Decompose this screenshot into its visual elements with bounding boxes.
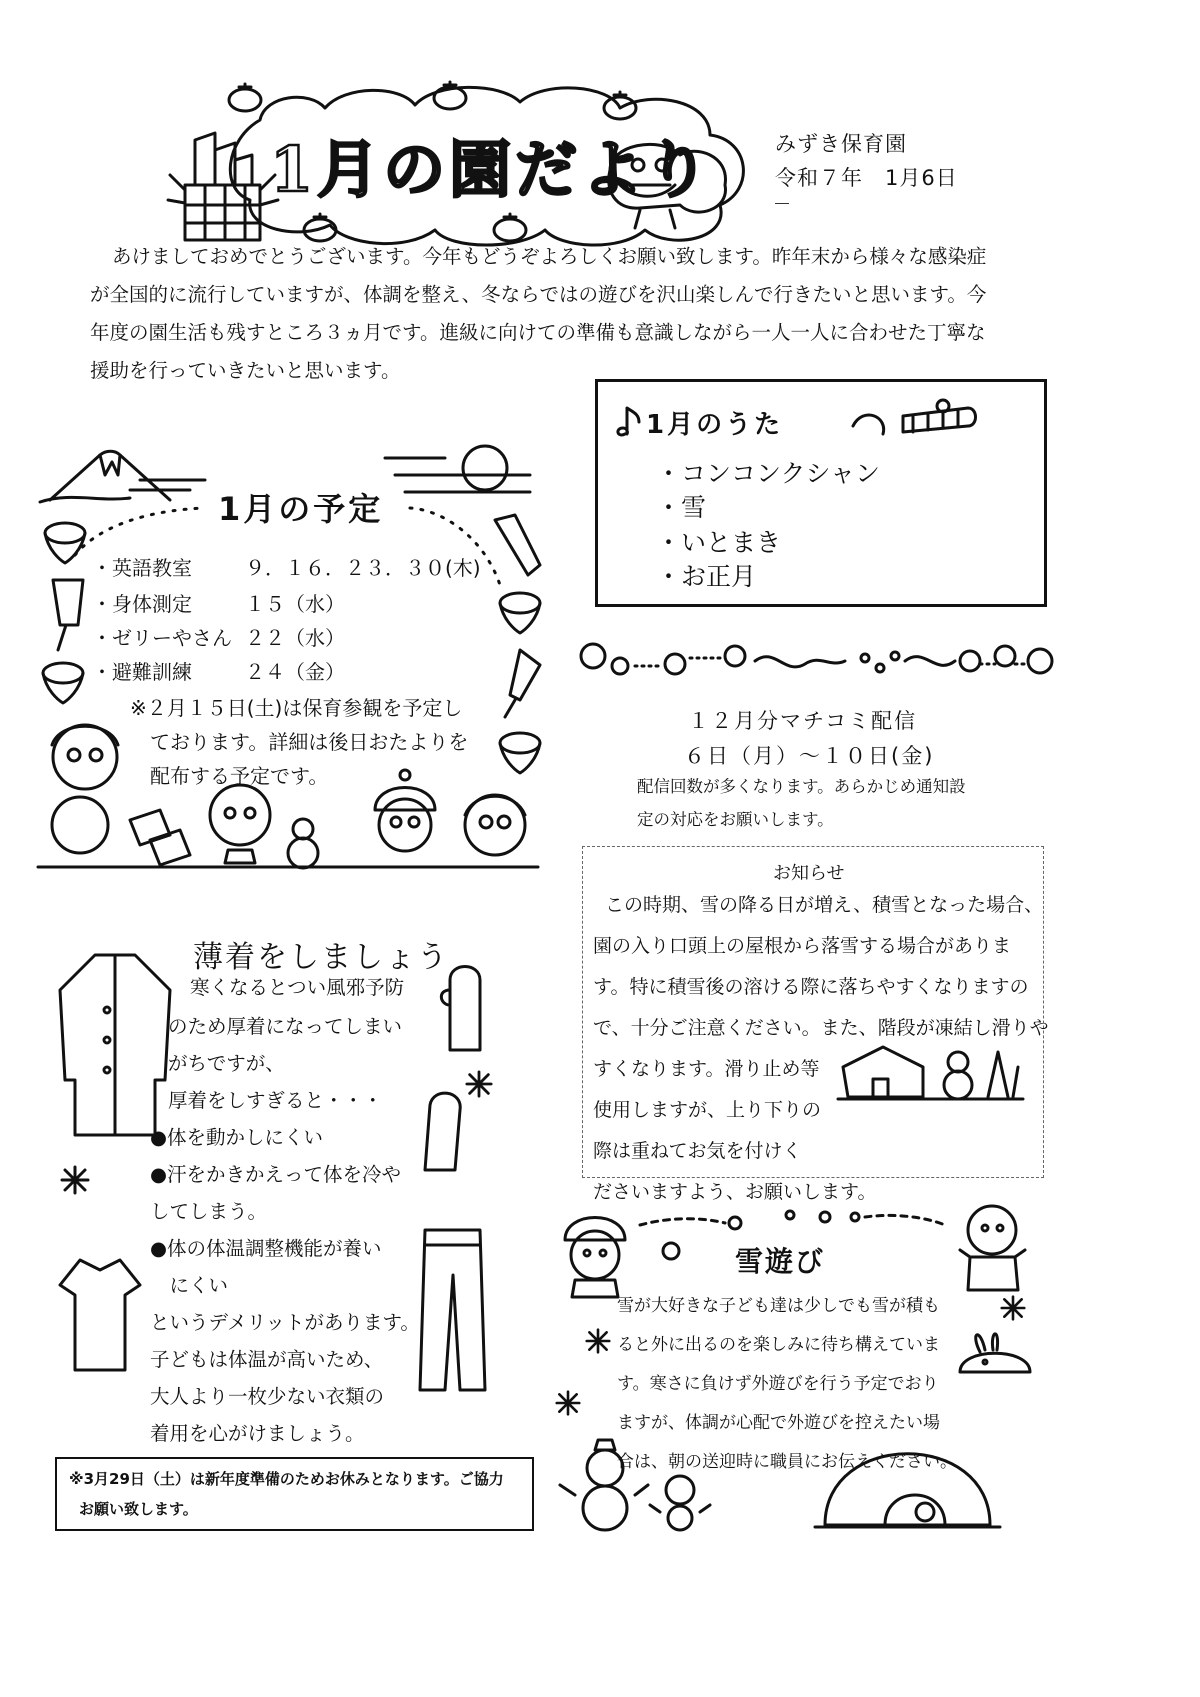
notice-line: この時期、雪の降る日が増え、積雪となった場合、 xyxy=(605,894,1044,916)
schedule-item-value: ２２（水） xyxy=(245,626,345,650)
ground-line-icon xyxy=(38,862,538,872)
song-item: ・いとまき xyxy=(656,528,782,557)
coat-icon xyxy=(55,950,175,1140)
machicomi-note-line: 配信回数が多くなります。あらかじめ通知設 xyxy=(637,777,966,796)
notice-line: ださいますよう、お願いします。 xyxy=(593,1181,877,1203)
hagoita-paddle-icon xyxy=(490,515,545,585)
intro-paragraph xyxy=(90,238,1110,390)
yuki-line: 雪が大好きな子ども達は少しでも雪が積も xyxy=(617,1296,940,1316)
usugi-line: 大人より一枚少ない衣類の xyxy=(150,1385,385,1408)
schedule-item-name: ・身体測定 xyxy=(92,592,192,616)
usugi-line: ●体を動かしにくい xyxy=(150,1126,324,1149)
notice-line: 際は重ねてお気を付けく xyxy=(593,1140,802,1162)
closure-notice-box xyxy=(55,1457,534,1531)
yuki-title: 雪遊び xyxy=(735,1245,826,1278)
snowy-house-snowman-icon xyxy=(838,1037,1023,1102)
song-item: ・お正月 xyxy=(656,562,757,591)
schedule-item-value: ９．１６．２３．３０(木) xyxy=(245,556,481,580)
notice-line: すくなります。滑り止め等 xyxy=(593,1058,820,1080)
usugi-line: してしまう。 xyxy=(150,1200,268,1223)
notice-line: 園の入り口頭上の屋根から落雪する場合がありま xyxy=(593,935,1012,957)
kamakura-igloo-icon xyxy=(815,1410,1000,1530)
schedule-item-name: ・避難訓練 xyxy=(92,660,192,684)
schedule-item-value: １５（水） xyxy=(245,592,345,616)
music-note-icon xyxy=(613,404,643,440)
notice-title: お知らせ xyxy=(773,863,845,884)
songs-title: 1月のうた xyxy=(646,410,784,440)
usugi-line: にくい xyxy=(150,1274,229,1297)
closure-notice-line: お願い致します。 xyxy=(79,1500,198,1518)
jeans-icon xyxy=(415,1225,490,1395)
usugi-line: 厚着をしすぎると・・・ xyxy=(168,1089,383,1112)
intro-line: 年度の園生活も残すところ３ヵ月です。進級に向けての準備も意識しながら一人一人に合わせた丁寧な xyxy=(90,321,986,344)
hagoita-paddle-icon xyxy=(495,645,545,720)
usugi-line: というデメリットがあります。 xyxy=(150,1311,420,1334)
snowball-trail-icon xyxy=(640,1205,950,1235)
usugi-line: がちですが、 xyxy=(168,1052,285,1075)
usugi-line: ●汗をかきかえって体を冷や xyxy=(150,1163,402,1186)
usugi-line: ●体の体温調整機能が養い xyxy=(150,1237,382,1260)
snowflake-icon xyxy=(60,1165,90,1195)
hagoita-paddle-icon xyxy=(38,575,88,655)
song-item: ・雪 xyxy=(656,493,707,522)
closure-notice-line: ※3月29日（土）は新年度準備のためお休みとなります。ご協力 xyxy=(69,1470,504,1488)
snow-rabbit-icon xyxy=(955,1322,1035,1377)
child-with-hat-icon xyxy=(360,770,450,870)
shishimai-lion-icon xyxy=(600,130,735,230)
page-title: 1月の園だより xyxy=(270,133,714,206)
child-in-winter-hat-icon xyxy=(550,1205,640,1300)
schedule-note-line: 配布する予定です。 xyxy=(150,764,329,788)
child-in-scarf-icon xyxy=(950,1195,1035,1295)
intro-line: 援助を行っていきたいと思います。 xyxy=(90,359,401,382)
usugi-line: のため厚着になってしまい xyxy=(168,1015,403,1038)
usugi-line: 子どもは体温が高いため、 xyxy=(150,1348,384,1371)
mandarin-orange-icon xyxy=(225,82,265,112)
schedule-note-line: ております。詳細は後日おたよりを xyxy=(150,730,469,754)
mitten-icon xyxy=(435,960,485,1055)
yuki-line: ますが、体調が心配で外遊びを控えたい場 xyxy=(617,1413,940,1433)
child-face-icon xyxy=(450,780,540,870)
issue-date: 令和７年 1月6日 xyxy=(775,166,958,190)
snowflake-icon xyxy=(555,1390,581,1416)
tshirt-icon xyxy=(55,1255,145,1375)
date-underline xyxy=(775,203,789,204)
flower-border-icon xyxy=(575,636,1060,686)
notice-line: で、十分ご注意ください。また、階段が凍結し滑りや xyxy=(593,1017,1049,1039)
mandarin-orange-icon xyxy=(600,90,640,120)
nursery-name: みずき保育園 xyxy=(775,132,907,156)
child-face-icon xyxy=(200,775,280,865)
usugi-title: 薄着をしましょう xyxy=(193,940,449,975)
yuki-line: ると外に出るのを楽しみに待ち構えていま xyxy=(617,1335,940,1355)
snowflake-icon xyxy=(1000,1295,1026,1321)
kadomatsu-icon xyxy=(160,125,280,245)
spinning-top-icon xyxy=(843,396,983,444)
schedule-title: 1月の予定 xyxy=(218,490,384,528)
usugi-line: 着用を心がけましょう。 xyxy=(150,1422,365,1445)
notice-line: す。特に積雪後の溶ける際に落ちやすくなりますの xyxy=(593,976,1029,998)
snowflake-icon xyxy=(465,1070,493,1098)
notice-line: 使用しますが、上り下りの xyxy=(593,1099,822,1121)
yuki-line: す。寒さに負けず外遊びを行う予定でおり xyxy=(617,1374,939,1394)
notice-box xyxy=(582,846,1049,1203)
snowflake-icon xyxy=(585,1328,611,1354)
mandarin-orange-icon xyxy=(430,80,470,110)
schedule-item-name: ・ゼリーやさん xyxy=(92,626,232,650)
schedule-item-name: ・英語教室 xyxy=(92,556,192,580)
mitten-icon xyxy=(415,1085,470,1175)
snowball-icon xyxy=(660,1240,682,1262)
intro-line: あけましておめでとうございます。今年もどうぞよろしくお願い致します。昨年末から様々な感染症 xyxy=(112,245,987,268)
child-playing-cards-icon xyxy=(40,790,200,870)
spinning-top-icon xyxy=(495,585,545,635)
song-item: ・コンコンクシャン xyxy=(656,459,881,488)
snowmen-icon xyxy=(560,1440,730,1530)
yuki-line: 合は、朝の送迎時に職員にお伝えください。 xyxy=(617,1452,957,1472)
schedule-note-line: ※２月１５日(土)は保育参観を予定し xyxy=(130,696,463,720)
usugi-line: 寒くなるとつい風邪予防 xyxy=(190,976,405,999)
intro-line: が全国的に流行していますが、体調を整え、冬ならではの遊びを沢山楽しんで行きたいと思います。今 xyxy=(90,283,987,306)
machicomi-dates: ６日（月）～１０日(金) xyxy=(684,744,935,768)
schedule-item-value: ２４（金） xyxy=(245,660,345,684)
machicomi-line: １２月分マチコミ配信 xyxy=(688,709,918,733)
spinning-top-icon xyxy=(38,655,88,705)
spinning-top-icon xyxy=(495,725,545,775)
spinning-top-icon xyxy=(40,515,90,565)
machicomi-note-line: 定の対応をお願いします。 xyxy=(637,810,834,829)
child-face-icon xyxy=(40,715,130,795)
songs-box xyxy=(595,379,1047,607)
